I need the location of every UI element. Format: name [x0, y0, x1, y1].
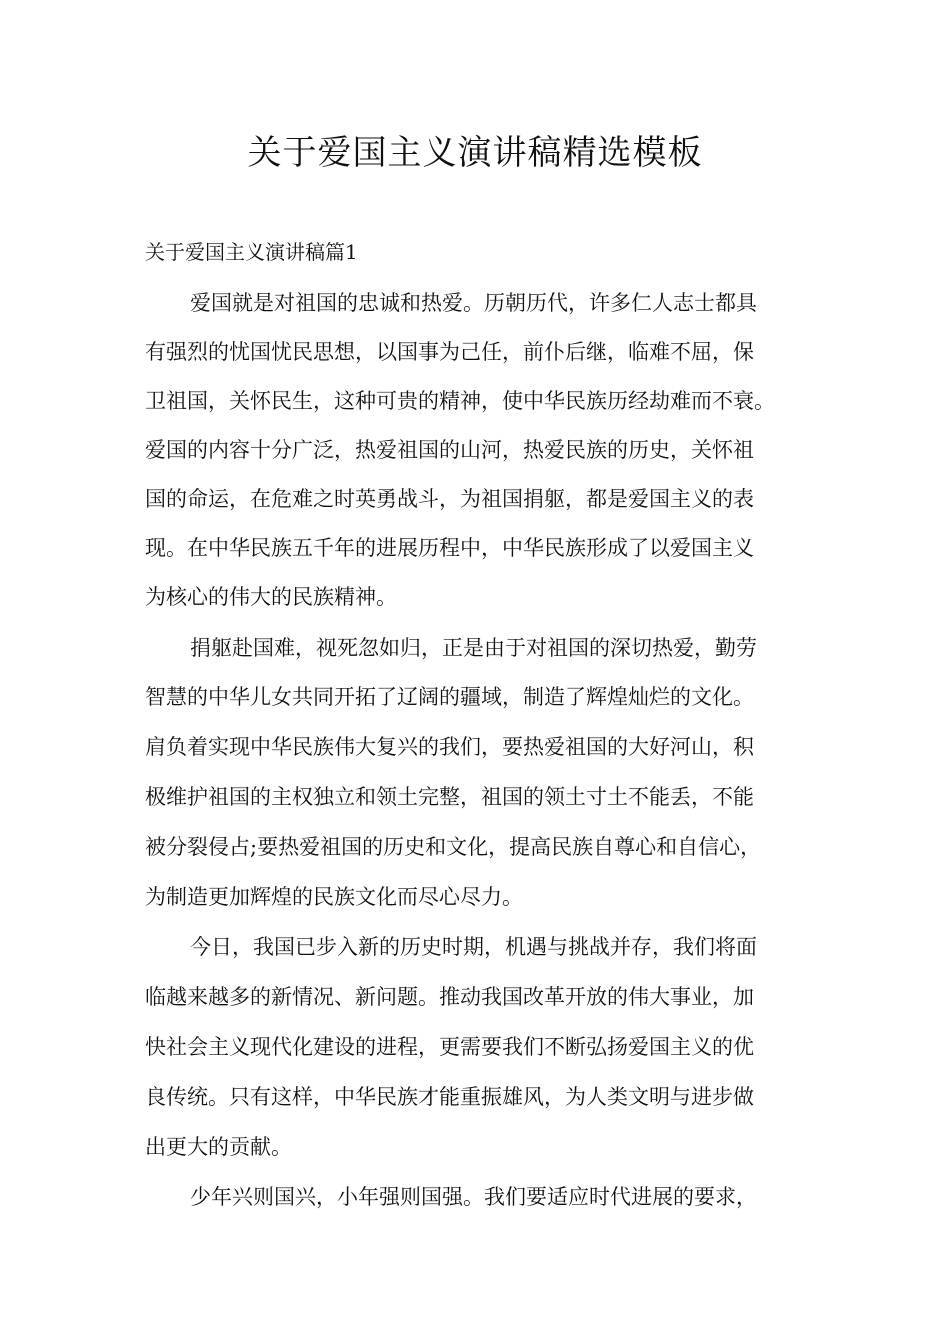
paragraph-line: 快社会主义现代化建设的进程，更需要我们不断弘扬爱国主义的优: [145, 1035, 754, 1059]
paragraph-line: 捐躯赴国难，视死忽如归，正是由于对祖国的深切热爱，勤劳: [190, 636, 757, 660]
paragraph-line: 少年兴则国兴，小年强则国强。我们要适应时代进展的要求，: [190, 1185, 757, 1209]
paragraph-line: 爱国的内容十分广泛，热爱祖国的山河，热爱民族的历史，关怀祖: [145, 438, 754, 462]
paragraph-line: 肩负着实现中华民族伟大复兴的我们，要热爱祖国的大好河山，积: [145, 735, 754, 759]
paragraph-line: 为制造更加辉煌的民族文化而尽心尽力。: [145, 885, 523, 909]
section-heading: 关于爱国主义演讲稿篇1: [145, 240, 358, 264]
paragraph-line: 有强烈的忧国忧民思想，以国事为己任，前仆后继，临难不屈，保: [145, 340, 754, 364]
paragraph-line: 卫祖国，关怀民生，这种可贵的精神，使中华民族历经劫难而不衰。: [145, 389, 775, 413]
paragraph-line: 国的命运，在危难之时英勇战斗，为祖国捐躯，都是爱国主义的表: [145, 487, 754, 511]
paragraph-line: 临越来越多的新情况、新问题。推动我国改革开放的伟大事业，加: [145, 985, 754, 1009]
paragraph-line: 智慧的中华儿女共同开拓了辽阔的疆域，制造了辉煌灿烂的文化。: [145, 685, 754, 709]
paragraph-line: 良传统。只有这样，中华民族才能重振雄风，为人类文明与进步做: [145, 1085, 754, 1109]
paragraph-line: 今日，我国已步入新的历史时期，机遇与挑战并存，我们将面: [190, 935, 757, 959]
paragraph-line: 现。在中华民族五千年的进展历程中，中华民族形成了以爱国主义: [145, 536, 754, 560]
paragraph-line: 出更大的贡献。: [145, 1135, 292, 1159]
document-title: 关于爱国主义演讲稿精选模板: [247, 133, 703, 173]
paragraph-line: 极维护祖国的主权独立和领土完整，祖国的领土寸土不能丢，不能: [145, 785, 754, 809]
paragraph-line: 被分裂侵占;要热爱祖国的历史和文化，提高民族自尊心和自信心，: [145, 835, 762, 859]
paragraph-line: 为核心的伟大的民族精神。: [145, 585, 397, 609]
paragraph-line: 爱国就是对祖国的忠诚和热爱。历朝历代，许多仁人志士都具: [190, 291, 757, 315]
